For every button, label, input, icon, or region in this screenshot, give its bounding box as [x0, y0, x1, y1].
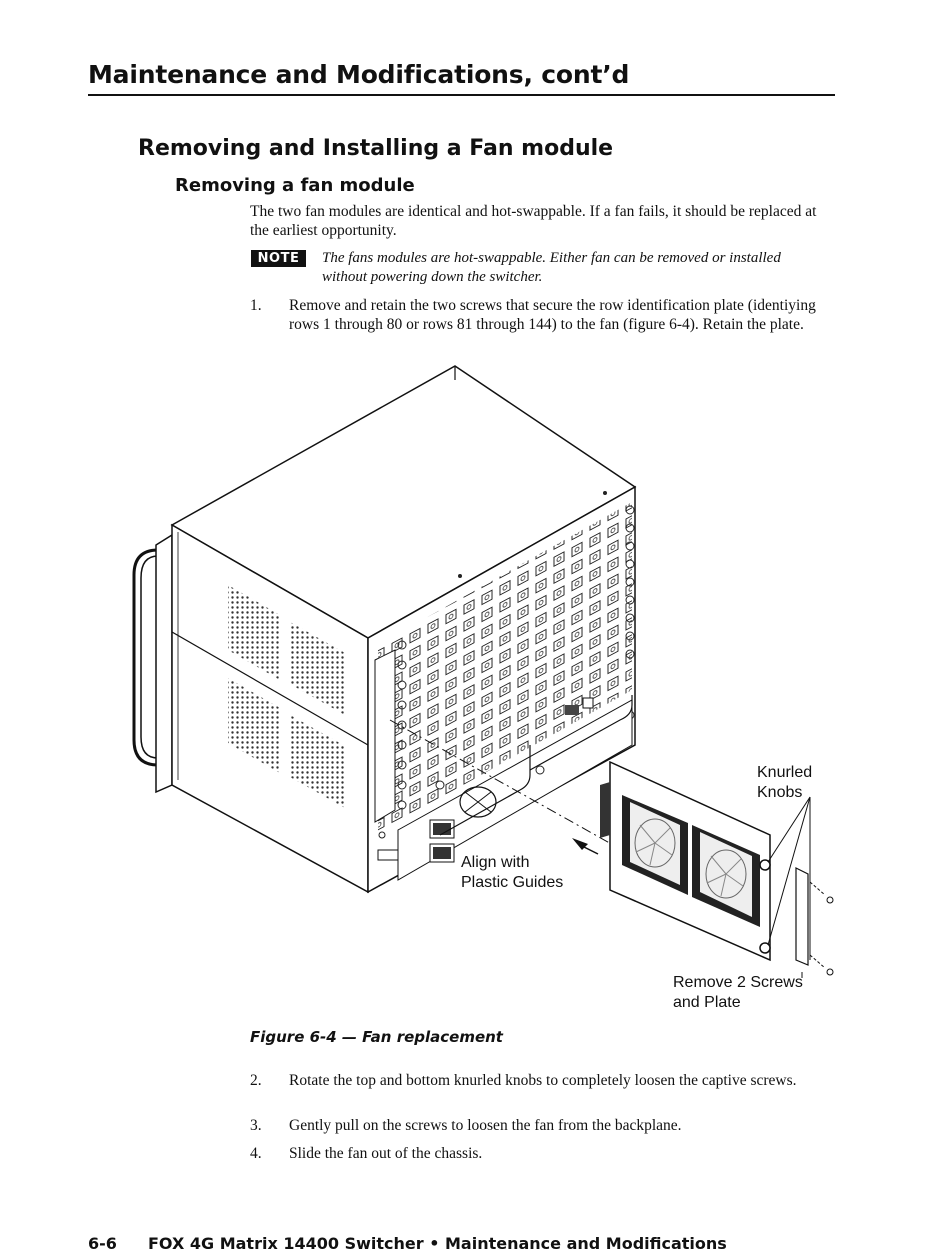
chassis-illustration	[120, 360, 850, 1020]
callout-line: Remove 2 Screws	[673, 974, 803, 991]
step-text: Gently pull on the screws to loosen the fan from the backplane.	[289, 1117, 682, 1134]
callout-line: Knurled	[757, 764, 813, 781]
note-badge: NOTE	[251, 250, 306, 267]
step-text: Slide the fan out of the chassis.	[289, 1145, 483, 1162]
callout-line: Align with	[461, 854, 530, 871]
step-number: 3.	[250, 1117, 262, 1134]
footer-title: FOX 4G Matrix 14400 Switcher • Maintenance and Modifications	[148, 1234, 727, 1253]
running-header: Maintenance and Modifications, cont’d	[88, 60, 630, 89]
header-rule	[88, 94, 835, 96]
callout-align-guides	[461, 853, 563, 893]
callout-line: Knobs	[757, 784, 803, 801]
step-number: 4.	[250, 1145, 262, 1162]
step-text: Remove and retain the two screws that secure the row identification plate (identiying rows 1 through 80 or rows 81 through 144) to the fan (figure 6-4). Retain the plate.	[289, 297, 816, 333]
callout-line: and Plate	[673, 994, 741, 1011]
subsection-title: Removing a fan module	[175, 175, 415, 196]
callout-remove-screws	[673, 973, 803, 1013]
note-text: The fans modules are hot-swappable. Either fan can be removed or installed without powering down the switcher.	[322, 250, 781, 285]
callout-line: Plastic Guides	[461, 874, 564, 891]
step-number: 2.	[250, 1072, 262, 1089]
step-text: Rotate the top and bottom knurled knobs to completely loosen the captive screws.	[289, 1072, 797, 1089]
callout-knurled-knobs	[757, 763, 812, 803]
intro-paragraph: The two fan modules are identical and hot-swappable. If a fan fails, it should be replaced at the earliest opportunity.	[250, 203, 817, 239]
figure-caption: Figure 6-4 — Fan replacement	[250, 1028, 503, 1046]
footer-page-number: 6-6	[88, 1234, 117, 1253]
section-title: Removing and Installing a Fan module	[138, 136, 614, 161]
fan-replacement-figure	[120, 360, 850, 1020]
step-number: 1.	[250, 297, 262, 314]
